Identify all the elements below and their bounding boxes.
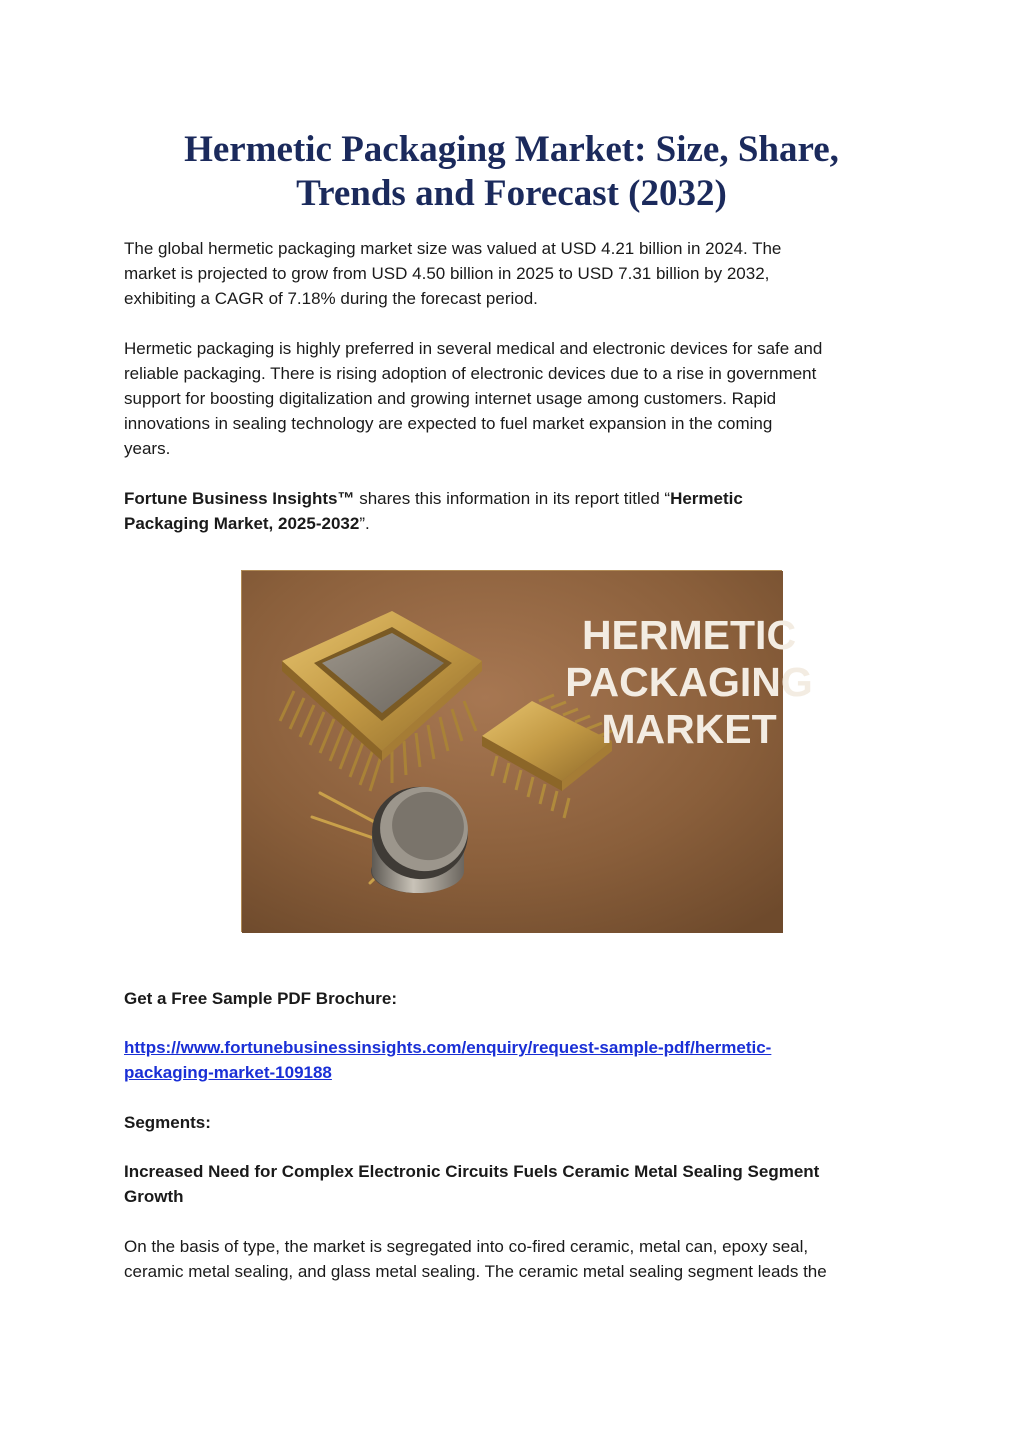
source-brand: Fortune Business Insights™ bbox=[124, 489, 355, 508]
title-line-2: Trends and Forecast (2032) bbox=[296, 173, 727, 214]
body-paragraph bbox=[124, 336, 914, 461]
source-middle-text: shares this information in its report titled “ bbox=[354, 489, 671, 508]
title-line-1: Hermetic Packaging Market: Size, Share, bbox=[184, 129, 839, 170]
body-line: years. bbox=[124, 439, 171, 458]
intro-line: The global hermetic packaging market size was valued at USD 4.21 billion in 2024. The bbox=[124, 239, 782, 258]
source-paragraph bbox=[124, 486, 914, 536]
image-text-line: PACKAGING bbox=[565, 659, 813, 705]
segments-heading: Segments: bbox=[124, 1113, 211, 1132]
report-title-part-2: Packaging Market, 2025-2032 bbox=[124, 514, 360, 533]
intro-line: market is projected to grow from USD 4.50 billion in 2025 to USD 7.31 billion by 2032, bbox=[124, 264, 770, 283]
segment-title-line: Growth bbox=[124, 1187, 184, 1206]
segment-title-line: Increased Need for Complex Electronic Circuits Fuels Ceramic Metal Sealing Segment bbox=[124, 1162, 820, 1181]
source-line-2 bbox=[124, 511, 914, 536]
report-title-part-1: Hermetic bbox=[670, 489, 743, 508]
page-title bbox=[100, 128, 923, 216]
segment-title bbox=[124, 1159, 914, 1209]
brochure-link[interactable] bbox=[124, 1035, 771, 1085]
image-text-line: MARKET bbox=[601, 706, 777, 752]
market-illustration-image bbox=[241, 570, 813, 932]
brochure-link-line-2[interactable]: packaging-market-109188 bbox=[124, 1063, 332, 1082]
image-text-line: HERMETIC bbox=[581, 612, 797, 658]
segment-body-paragraph bbox=[124, 1234, 914, 1284]
body-line: reliable packaging. There is rising adoption of electronic devices due to a rise in government bbox=[124, 364, 817, 383]
intro-paragraph bbox=[124, 236, 914, 311]
body-line: support for boosting digitalization and growing internet usage among customers. Rapid bbox=[124, 389, 777, 408]
segment-body-line: On the basis of type, the market is segregated into co-fired ceramic, metal can, epoxy seal, bbox=[124, 1237, 809, 1256]
intro-line: exhibiting a CAGR of 7.18% during the forecast period. bbox=[124, 289, 538, 308]
brochure-link-line-1[interactable]: https://www.fortunebusinessinsights.com/enquiry/request-sample-pdf/hermetic- bbox=[124, 1038, 772, 1057]
body-line: innovations in sealing technology are expected to fuel market expansion in the coming bbox=[124, 414, 773, 433]
source-line-1 bbox=[124, 486, 914, 511]
source-closing: ”. bbox=[359, 514, 370, 533]
segment-body-line: ceramic metal sealing, and glass metal sealing. The ceramic metal sealing segment leads the bbox=[124, 1262, 827, 1281]
brochure-heading: Get a Free Sample PDF Brochure: bbox=[124, 989, 398, 1008]
body-line: Hermetic packaging is highly preferred in several medical and electronic devices for safe and bbox=[124, 339, 823, 358]
